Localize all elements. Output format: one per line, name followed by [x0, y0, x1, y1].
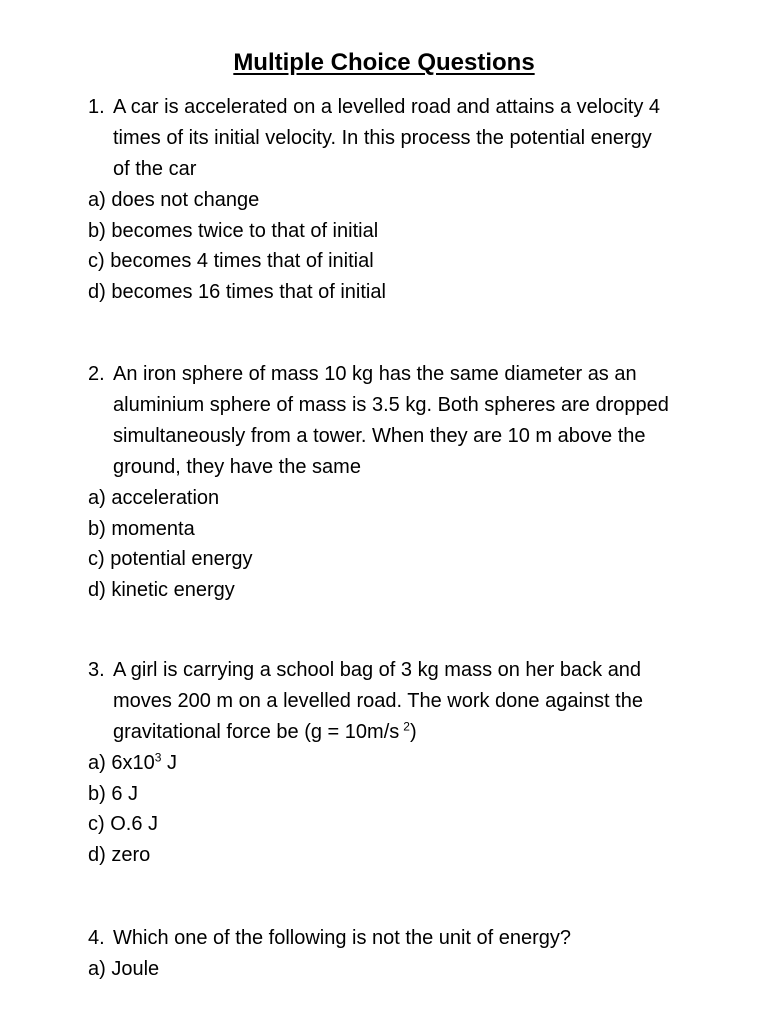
question-line: simultaneously from a tower. When they are 10 m above the: [113, 425, 646, 447]
question-text: gravitational force be (g = 10m/s: [113, 721, 400, 743]
question-text: A car is accelerated on a levelled road and attains a velocity 4: [113, 96, 660, 118]
option-d: d) zero: [88, 843, 151, 866]
question-stem: [88, 92, 708, 185]
question-2: [88, 359, 708, 605]
question-number: 2.: [88, 363, 105, 385]
option-b: b) becomes twice to that of initial: [88, 219, 379, 242]
exponent: 2: [403, 719, 410, 734]
option-a: [88, 748, 708, 779]
question-text: Which one of the following is not the unit of energy?: [113, 927, 572, 949]
option-c: c) O.6 J: [88, 813, 159, 835]
question-text: An iron sphere of mass 10 kg has the same diameter as an: [113, 363, 637, 385]
question-line: aluminium sphere of mass is 3.5 kg. Both spheres are dropped: [113, 394, 669, 416]
option-b: b) momenta: [88, 517, 195, 540]
question-number: 3.: [88, 659, 105, 681]
option-c: c) becomes 4 times that of initial: [88, 250, 374, 272]
option-text: J: [161, 752, 177, 774]
option-a: a) Joule: [88, 958, 160, 980]
exponent: 3: [154, 750, 162, 765]
question-line: [88, 359, 708, 390]
question-line: times of its initial velocity. In this process the potential energy: [113, 127, 652, 149]
question-line: [88, 717, 708, 748]
question-stem: [88, 655, 708, 748]
question-line: [88, 655, 708, 686]
question-line: of the car: [113, 158, 197, 180]
question-number: 4.: [88, 927, 105, 949]
question-line: ground, they have the same: [113, 456, 361, 478]
question-text: A girl is carrying a school bag of 3 kg mass on her back and: [113, 659, 642, 681]
question-stem: [88, 359, 708, 483]
question-number: 1.: [88, 96, 105, 118]
question-line: [88, 92, 708, 123]
question-1: [88, 92, 708, 307]
option-d: d) kinetic energy: [88, 578, 235, 601]
question-line: [88, 923, 708, 954]
option-b: b) 6 J: [88, 782, 139, 805]
question-4: [88, 923, 708, 985]
question-text: ): [409, 721, 417, 743]
question-stem: [88, 923, 708, 954]
option-c: c) potential energy: [88, 548, 253, 570]
question-line: moves 200 m on a levelled road. The work done against the: [113, 690, 643, 712]
option-d: d) becomes 16 times that of initial: [88, 280, 386, 303]
option-text: a) 6x10: [88, 752, 155, 774]
option-a: a) does not change: [88, 189, 260, 211]
option-a: a) acceleration: [88, 487, 220, 509]
question-3: [88, 655, 708, 870]
page-title: Multiple Choice Questions: [233, 49, 535, 76]
